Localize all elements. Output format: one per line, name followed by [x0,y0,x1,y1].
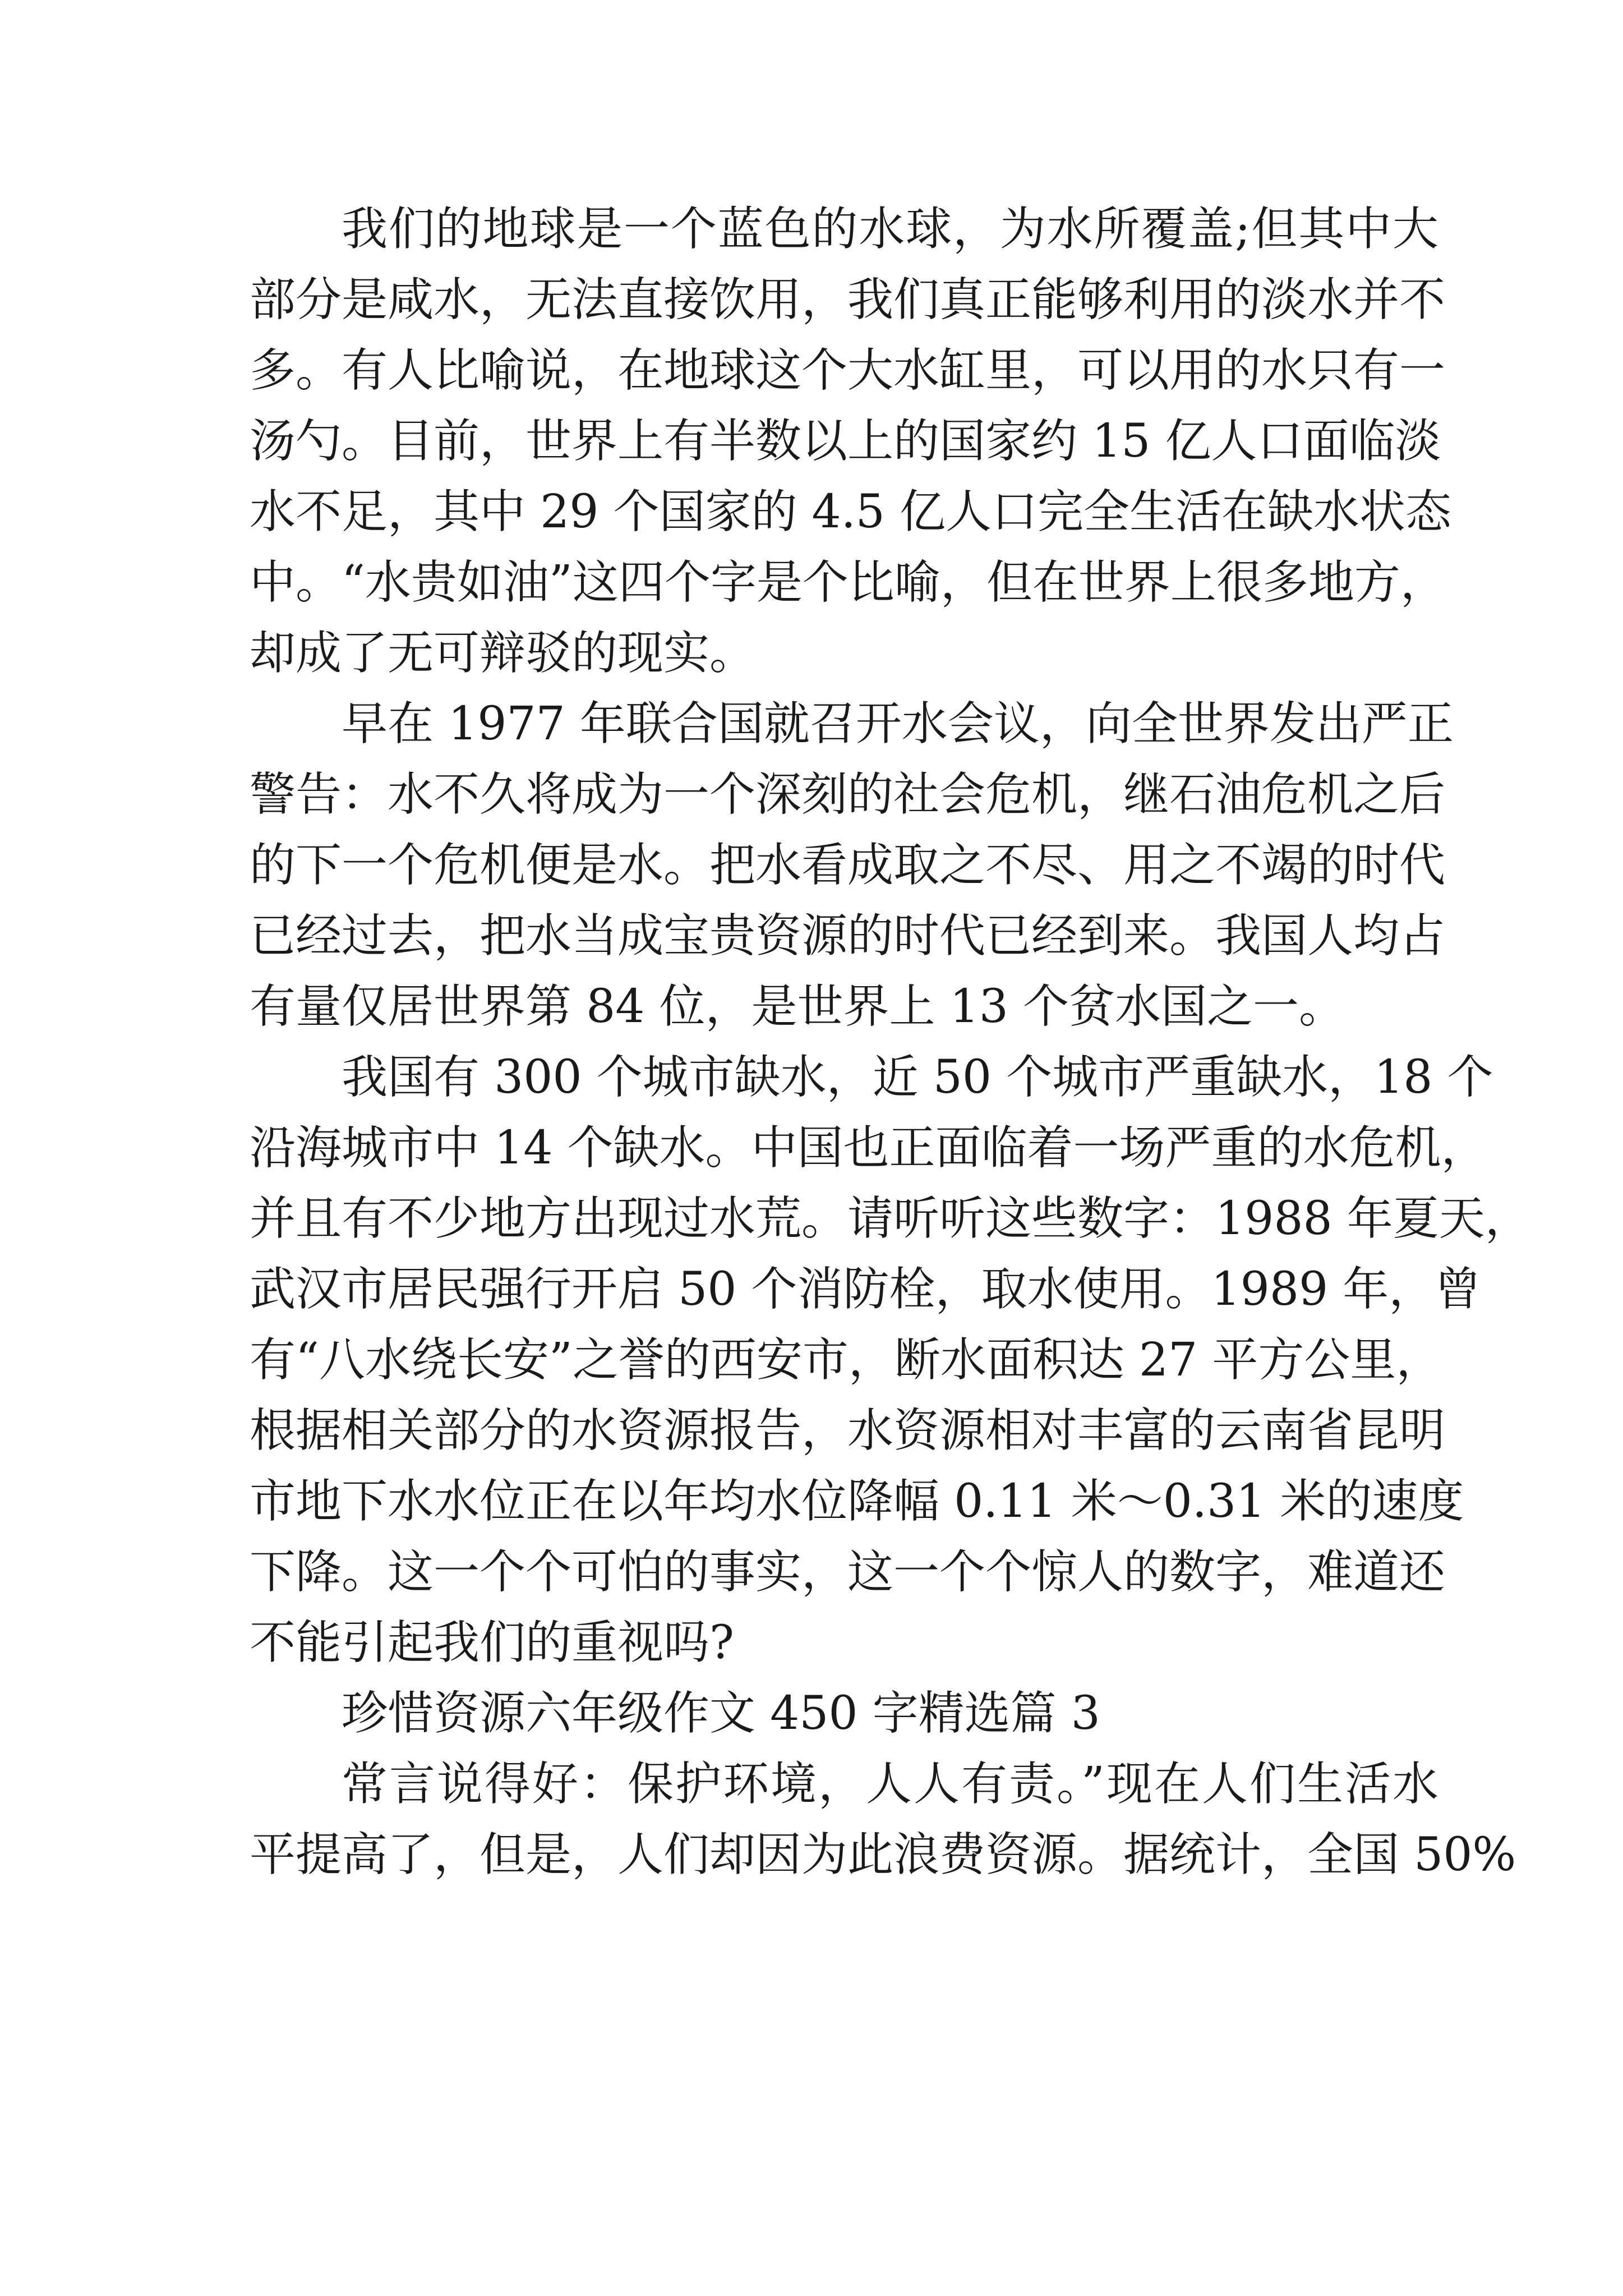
paragraph-2 [250,689,1454,1042]
text-line: 根据相关部分的水资源报告，水资源相对丰富的云南省昆明 [250,1404,1446,1457]
document-body [250,194,1531,1890]
text-line: 的下一个危机便是水。把水看成取之不尽、用之不竭的时代 [250,839,1446,892]
text-line: 多。有人比喻说，在地球这个大水缸里，可以用的水只有一 [250,344,1446,397]
text-line: 部分是咸水，无法直接饮用，我们真正能够利用的淡水并不 [250,273,1446,326]
text-line: 汤勺。目前，世界上有半数以上的国家约 15 亿人口面临淡 [250,415,1441,468]
text-line: 沿海城市中 14 个缺水。中国也正面临着一场严重的水危机， [250,1121,1487,1175]
text-line: 武汉市居民强行开启 50 个消防栓，取水使用。1989 年，曾 [250,1263,1481,1316]
text-line: 并且有不少地方出现过水荒。请听听这些数字：1988 年夏天， [250,1192,1531,1245]
paragraph-3 [250,1042,1531,1678]
text-line: 常言说得好：保护环境，人人有责。”现在人们生活水 [342,1757,1438,1811]
text-line: 却成了无可辩驳的现实。 [250,627,756,680]
text-line: 有量仅居世界第 84 位，是世界上 13 个贫水国之一。 [250,980,1345,1033]
text-line: 已经过去，把水当成宝贵资源的时代已经到来。我国人均占 [250,909,1446,963]
section-title: 珍惜资源六年级作文 450 字精选篇 3 [342,1687,1100,1740]
paragraph-1 [250,194,1452,689]
text-line: 有“八水绕长安”之誉的西安市，断水面积达 27 平方公里， [250,1333,1442,1387]
text-line: 不能引起我们的重视吗? [250,1616,734,1669]
text-line: 早在 1977 年联合国就召开水会议，向全世界发出严正 [342,697,1454,751]
text-line: 我国有 300 个城市缺水，近 50 个城市严重缺水，18 个 [342,1051,1493,1104]
section-heading [250,1678,1438,1749]
text-line: 平提高了，但是，人们却因为此浪费资源。据统计，全国 50% [250,1828,1516,1881]
text-line: 下降。这一个个可怕的事实，这一个个惊人的数字，难道还 [250,1545,1446,1599]
text-line: 市地下水水位正在以年均水位降幅 0.11 米～0.31 米的速度 [250,1475,1464,1528]
text-line: 中。“水贵如油”这四个字是个比喻，但在世界上很多地方， [250,556,1446,609]
text-line: 我们的地球是一个蓝色的水球，为水所覆盖;但其中大 [342,203,1438,256]
text-line: 警告：水不久将成为一个深刻的社会危机，继石油危机之后 [250,768,1446,821]
text-line: 水不足，其中 29 个国家的 4.5 亿人口完全生活在缺水状态 [250,485,1452,539]
paragraph-4 [250,1749,1516,1890]
